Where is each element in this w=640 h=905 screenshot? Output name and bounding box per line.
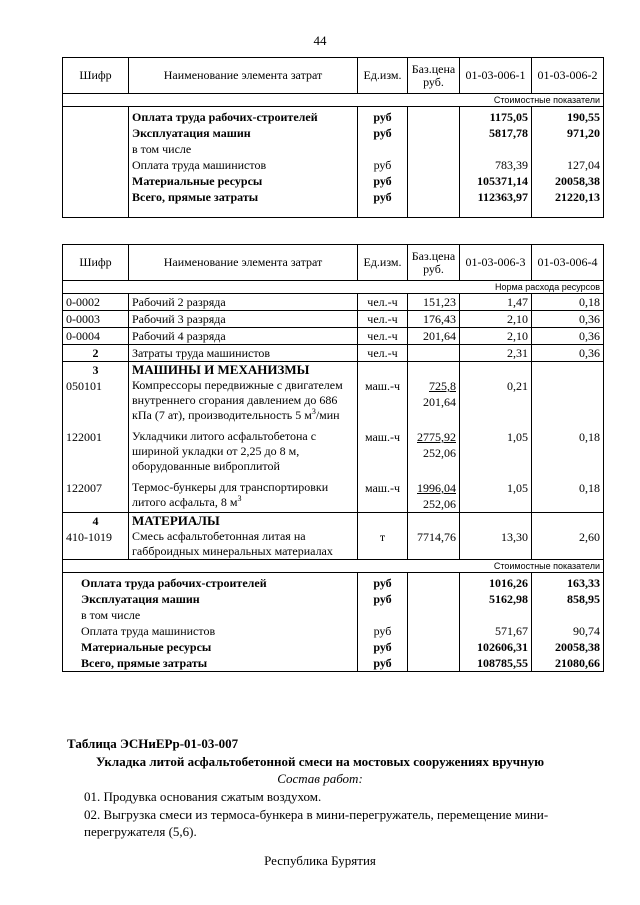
table-row: 0-0002 Рабочий 2 разряда чел.-ч 151,23 1,47 0,18 xyxy=(63,294,604,311)
cost-table-1: Шифр Наименование элемента затрат Ед.изм. Баз.цена руб. 01-03-006-1 01-03-006-2 Стоимостные показатели Оплата труда рабочих-строителей руб 1175,05 190,55 Эксплуатация машин руб 5817,78 971,20 в том числе Оплата труда машинистов руб 783,39 127,04 Материальные ресурсы руб 105371,14 20058,38 Всего, прямые затраты руб 112363,97 21220,13 xyxy=(62,57,604,218)
table-title: Таблица ЭСНиЕРр-01-03-007 xyxy=(67,736,239,751)
header-unit: Ед.изм. xyxy=(358,58,408,94)
resource-table-2: Шифр Наименование элемента затрат Ед.изм. Баз.цена руб. 01-03-006-3 01-03-006-4 Норма расхода ресурсов 0-0002 Рабочий 2 разряда чел.-ч 151,23 1,47 0,18 0-0003 Рабочий 3 разряда чел.-ч 176,43 2,10 0,36 0-0004 Рабочий 4 разряда чел.-ч 201,64 2,10 0,36 2 Затраты труда машинистов чел.-ч 2,31 0,36 3 050101 МАШИНЫ И МЕХАНИЗМЫ Компрессоры передвижные с двигателем внутреннего сгорания давлением до 686 кПа (7 ат), производительность 5 $м^3$/мин маш.-ч 725,8 201,64 0,21 122001 Укладчики литого асфальтобетона с шириной укладки от 2,25 до 8 м, оборудованные виброплитой маш.-ч 2775,92 252,06 1,05 0,18 122007 Термос-бункеры для транспортировки литого асфальта, 8 $м^3$ маш.-ч 1996,04 252,06 1,05 0,18 4 410-1019 МАТЕРИАЛЫ Смесь асфальтобетонная литая на габброидных минеральных материалах т 7714,76 13,30 2,60 Стоимостные показатели Оплата труда рабочих-строителей руб 1016,26 163,33 Эксплуатация машин руб 5162,98 858,95 в том числе Оплата труда машинистов руб 571,67 90,74 Материальные ресурсы руб 102606,31 20058,38 Всего, прямые затраты руб 108785,55 21080,66 xyxy=(62,244,604,672)
machines-heading: МАШИНЫ И МЕХАНИЗМЫ xyxy=(132,362,310,377)
work-heading: Состав работ: xyxy=(277,771,363,786)
row-label: Оплата труда рабочих-строителей xyxy=(63,573,358,592)
section-label: Стоимостные показатели xyxy=(63,560,604,573)
page-footer: Республика Бурятия xyxy=(264,853,376,868)
table-row: 2 Затраты труда машинистов чел.-ч 2,31 0,36 xyxy=(63,345,604,362)
row-label: Всего, прямые затраты xyxy=(129,189,358,217)
header-base-price: Баз.цена руб. xyxy=(408,245,460,281)
materials-code: 4 xyxy=(92,514,99,528)
section-label: Норма расхода ресурсов xyxy=(63,281,604,294)
header-base-price: Баз.цена руб. xyxy=(408,58,460,94)
row-label: в том числе xyxy=(129,141,358,157)
page-number: 44 xyxy=(313,33,327,48)
header-unit: Ед.изм. xyxy=(358,245,408,281)
materials-heading: МАТЕРИАЛЫ xyxy=(132,513,220,528)
table-row: 0-0003 Рабочий 3 разряда чел.-ч 176,43 2,10 0,36 xyxy=(63,311,604,328)
header-name: Наименование элемента затрат xyxy=(129,58,358,94)
header-name: Наименование элемента затрат xyxy=(129,245,358,281)
row-label: Материальные ресурсы xyxy=(63,639,358,655)
header-col-b: 01-03-006-2 xyxy=(532,58,604,94)
section-label: Стоимостные показатели xyxy=(63,94,604,107)
work-item: 01. Продувка основания сжатым воздухом. xyxy=(84,789,322,804)
table-subtitle: Укладка литой асфальтобетонной смеси на мостовых сооружениях вручную xyxy=(95,754,545,769)
row-label: Оплата труда машинистов xyxy=(63,623,358,639)
row-label: Эксплуатация машин xyxy=(129,125,358,141)
work-item: 02. Выгрузка смеси из термоса-бункера в мини-перегружатель, перемещение мини-перегружателя (5,6). xyxy=(84,807,549,839)
row-label: Оплата труда машинистов xyxy=(129,157,358,173)
table-row: 0-0004 Рабочий 4 разряда чел.-ч 201,64 2,10 0,36 xyxy=(63,328,604,345)
row-label: Эксплуатация машин xyxy=(63,591,358,607)
row-label: Материальные ресурсы xyxy=(129,173,358,189)
row-label: Всего, прямые затраты xyxy=(63,655,358,672)
machines-code: 3 xyxy=(92,363,99,377)
header-col-a: 01-03-006-1 xyxy=(460,58,532,94)
header-code: Шифр xyxy=(63,58,129,94)
row-label: Оплата труда рабочих-строителей xyxy=(129,107,358,126)
row-label: в том числе xyxy=(63,607,358,623)
header-code: Шифр xyxy=(63,245,129,281)
header-col-a: 01-03-006-3 xyxy=(460,245,532,281)
header-col-b: 01-03-006-4 xyxy=(532,245,604,281)
